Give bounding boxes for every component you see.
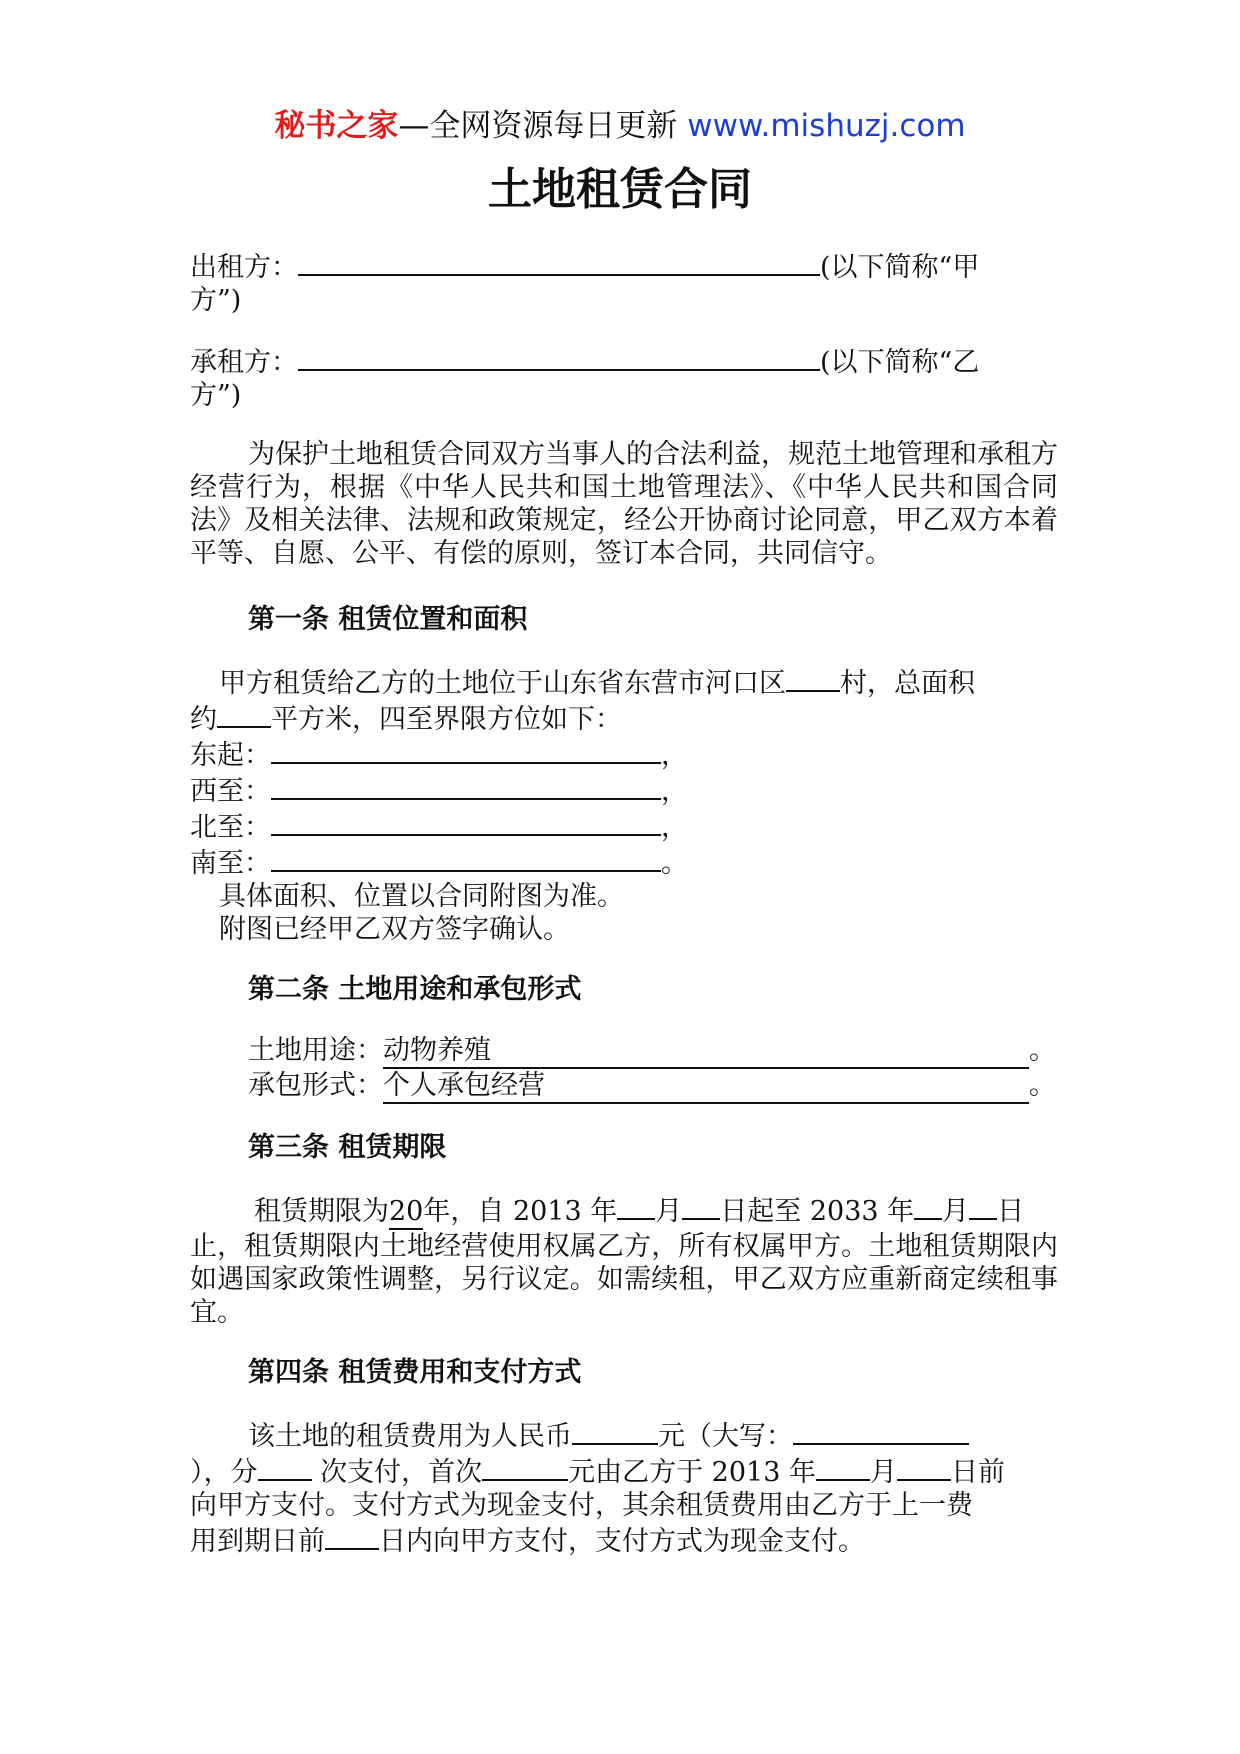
fee-amount-blank[interactable]	[572, 1417, 658, 1445]
article-1-text-b: 村，总面积	[840, 668, 975, 699]
contract-form-label: 承包形式：	[248, 1070, 383, 1101]
fee-text-1: 该土地的租赁费用为人民币	[248, 1421, 572, 1452]
fee-text-9: 日内向甲方支付，支付方式为现金支付。	[379, 1526, 865, 1557]
term-text-5: 月	[942, 1196, 970, 1227]
article-1-heading: 第一条 租赁位置和面积	[248, 604, 528, 635]
lessee-note: (以下简称“乙	[820, 347, 980, 378]
boundary-north	[190, 808, 1058, 844]
boundary-west	[190, 772, 1058, 808]
village-blank[interactable]	[786, 664, 840, 692]
fee-text-4: 次支付，首次	[311, 1457, 483, 1488]
boundary-south	[190, 844, 1058, 880]
document-title: 土地租赁合同	[488, 164, 752, 215]
article-1-note-2: 附图已经甲乙双方签字确认。	[219, 914, 570, 945]
boundary-east	[190, 736, 1058, 772]
lessor-note-cont: 方”)	[190, 285, 242, 316]
document-body	[190, 248, 1058, 1558]
fee-text-6: 月	[869, 1457, 897, 1488]
boundary-west-blank[interactable]	[271, 772, 661, 800]
lessee-note-cont: 方”)	[190, 380, 242, 411]
preamble-paragraph: 为保护土地租赁合同双方当事人的合法利益，规范土地管理和承租方经营行为，根据《中华人民共和国土地管理法》、《中华人民共和国合同法》及相关法律、法规和政策规定，经公开协商讨论同意，甲乙双方本着平等、自愿、公平、有偿的原则，签订本合同，共同信守。	[190, 439, 1058, 569]
boundary-east-blank[interactable]	[271, 736, 661, 764]
payment-days-blank[interactable]	[325, 1522, 379, 1550]
punct: 。	[1029, 1070, 1056, 1101]
term-text-4: 日起至 2033 年	[720, 1196, 915, 1227]
article-1-text-d: 平方米，四至界限方位如下：	[271, 704, 622, 735]
lessor-note: (以下简称“甲	[820, 252, 980, 283]
term-text-2: 年，自 2013 年	[423, 1196, 618, 1227]
area-blank[interactable]	[217, 700, 271, 728]
article-4-line-1	[190, 1417, 1058, 1453]
article-4-line-3: 向甲方支付。支付方式为现金支付，其余租赁费用由乙方于上一费	[190, 1490, 973, 1521]
term-text-3: 月	[655, 1196, 683, 1227]
punct: ，	[661, 740, 688, 771]
boundary-north-blank[interactable]	[271, 808, 661, 836]
fee-capital-blank[interactable]	[793, 1417, 969, 1445]
term-years[interactable]: 20	[389, 1195, 423, 1230]
start-day-blank[interactable]	[682, 1192, 720, 1220]
lessor-label: 出租方：	[190, 252, 298, 283]
fee-text-5: 元由乙方于 2013 年	[568, 1457, 816, 1488]
contract-form-line	[190, 1069, 1058, 1104]
term-text-6: 日	[997, 1196, 1025, 1227]
boundary-west-label: 西至：	[190, 776, 271, 807]
article-1-text-a: 甲方租赁给乙方的土地位于山东省东营市河口区	[219, 668, 786, 699]
punct: ，	[661, 776, 688, 807]
article-4-line-4	[190, 1522, 1058, 1558]
boundary-east-label: 东起：	[190, 740, 271, 771]
lessee-line	[190, 343, 1058, 379]
boundary-south-blank[interactable]	[271, 844, 661, 872]
boundary-north-label: 北至：	[190, 812, 271, 843]
article-3-heading: 第三条 租赁期限	[248, 1132, 447, 1163]
article-1-note-1: 具体面积、位置以合同附图为准。	[219, 881, 624, 912]
boundary-south-label: 南至：	[190, 848, 271, 879]
lessee-name-blank[interactable]	[298, 343, 820, 371]
fee-text-7: 日前	[950, 1457, 1005, 1488]
article-1-text-c: 约	[190, 704, 217, 735]
site-banner	[0, 100, 1240, 152]
article-4-heading: 第四条 租赁费用和支付方式	[248, 1357, 582, 1388]
lessee-label: 承租方：	[190, 347, 298, 378]
start-month-blank[interactable]	[617, 1192, 655, 1220]
article-1-line-2	[190, 700, 1058, 736]
article-3-line-1	[190, 1192, 1058, 1230]
term-text-1: 租赁期限为	[254, 1196, 389, 1227]
first-payment-month-blank[interactable]	[816, 1453, 870, 1481]
lessor-line	[190, 248, 1058, 284]
site-slogan: —全网资源每日更新	[398, 108, 678, 144]
end-month-blank[interactable]	[914, 1192, 942, 1220]
land-use-line	[190, 1034, 1058, 1069]
fee-text-2: 元（大写：	[658, 1421, 793, 1452]
punct: 。	[1029, 1035, 1056, 1066]
land-use-value[interactable]: 动物养殖	[383, 1034, 1029, 1069]
first-payment-blank[interactable]	[482, 1453, 568, 1481]
article-4-line-2	[190, 1453, 1058, 1489]
installments-blank[interactable]	[258, 1453, 312, 1481]
end-day-blank[interactable]	[969, 1192, 997, 1220]
lessor-name-blank[interactable]	[298, 248, 820, 276]
article-2-heading: 第二条 土地用途和承包形式	[248, 974, 582, 1005]
contract-form-value[interactable]: 个人承包经营	[383, 1069, 1029, 1104]
fee-text-3: ），分	[190, 1457, 258, 1488]
punct: 。	[661, 848, 688, 879]
land-use-label: 土地用途：	[248, 1035, 383, 1066]
article-1-line-1	[190, 664, 1058, 700]
punct: ，	[661, 812, 688, 843]
first-payment-day-blank[interactable]	[897, 1453, 951, 1481]
site-url[interactable]: www.mishuzj.com	[687, 108, 966, 144]
fee-text-8: 用到期日前	[190, 1526, 325, 1557]
article-3-paragraph: 止，租赁期限内土地经营使用权属乙方，所有权属甲方。土地租赁期限内如遇国家政策性调整，另行议定。如需续租，甲乙双方应重新商定续租事宜。	[190, 1231, 1058, 1328]
site-name: 秘书之家	[274, 108, 399, 144]
